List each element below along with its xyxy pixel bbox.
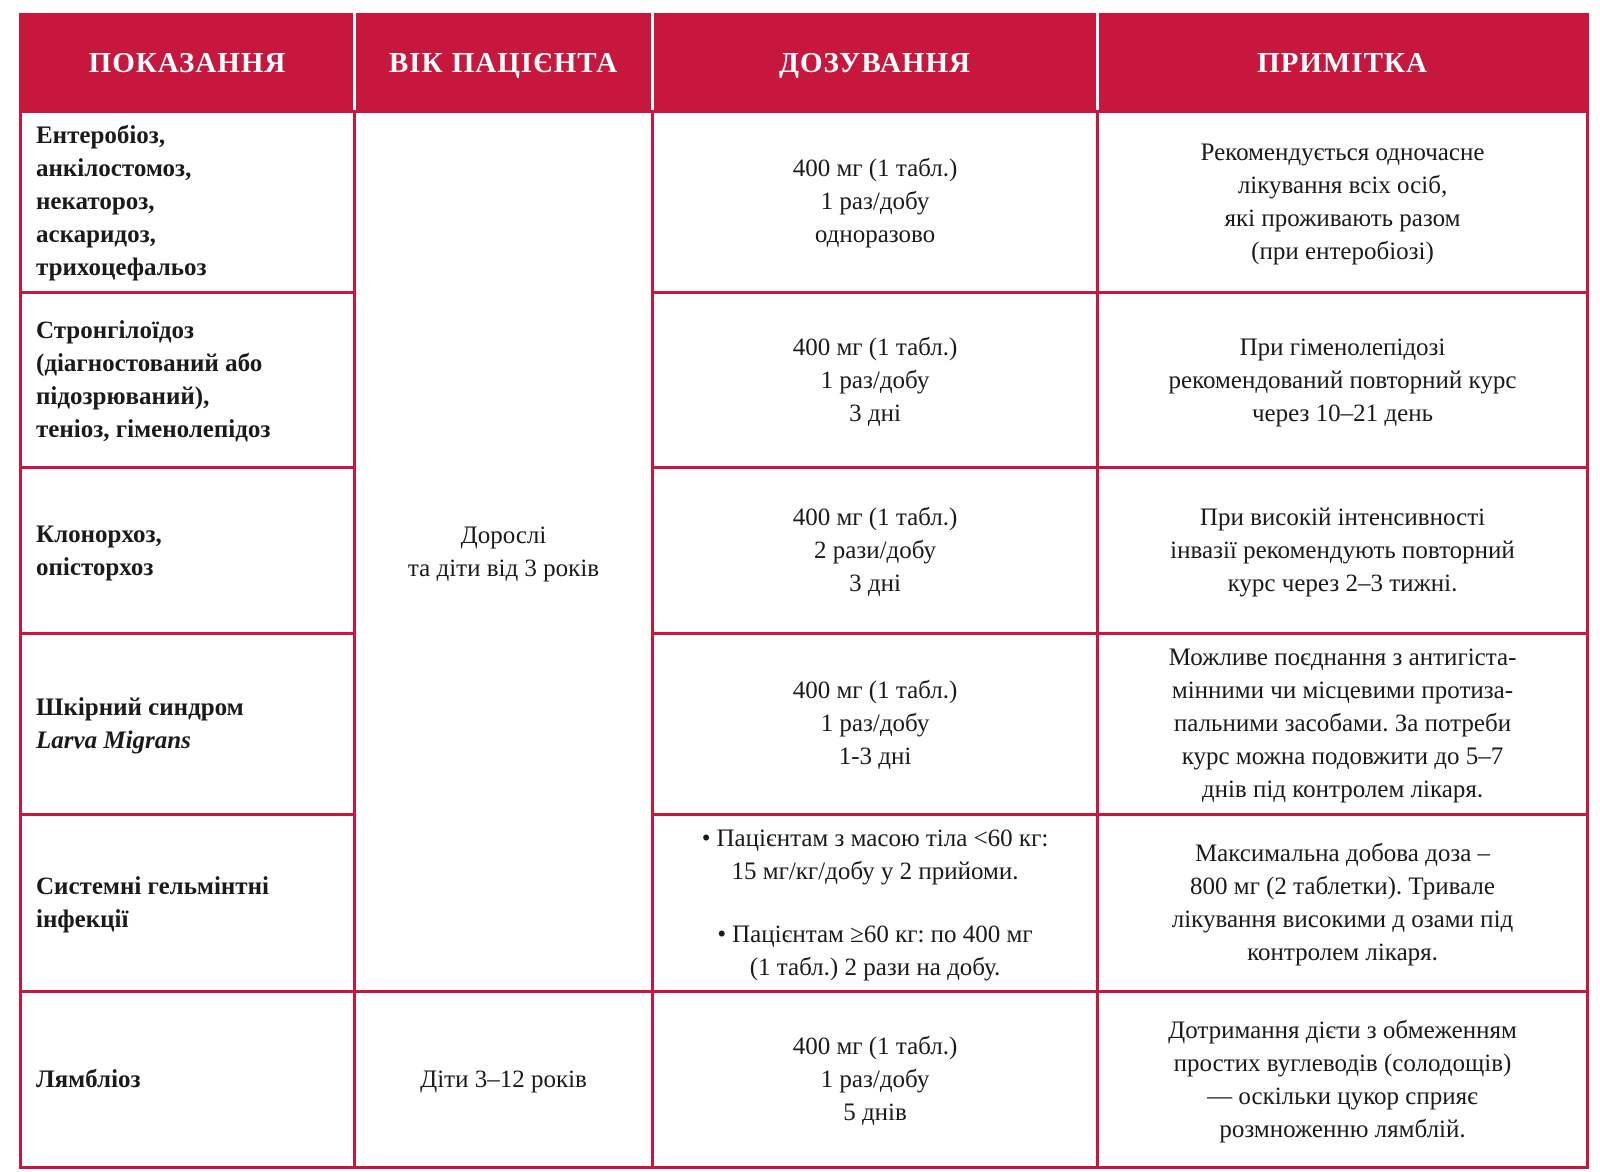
bullet-icon: •	[717, 920, 727, 948]
dosage-cell: 400 мг (1 табл.) 1 раз/добу одноразово	[653, 112, 1098, 293]
dosage-table-container	[19, 13, 1586, 1169]
indication-cell: Клонорхоз, опісторхоз	[21, 468, 355, 634]
note-cell: Дотримання дієти з обмеженням простих вуглеводів (солодощів) — оскільки цукор сприяє розмноженню лямблій.	[1098, 992, 1588, 1168]
list-item: • Пацієнтам з масою тіла <60 кг: 15 мг/кг/добу у 2 прийоми.	[668, 822, 1082, 888]
note-cell: Рекомендується одночасне лікування всіх осіб, які проживають разом (при ентеробіозі)	[1098, 112, 1588, 293]
indication-cell: Лямбліоз	[21, 992, 355, 1168]
note-cell: При високій інтенсивності інвазії рекомендують повторний курс через 2–3 тижні.	[1098, 468, 1588, 634]
table-row	[21, 112, 1588, 293]
bullet-icon: •	[701, 824, 711, 852]
table-row	[21, 468, 1588, 634]
dosage-cell: 400 мг (1 табл.) 1 раз/добу 5 днів	[653, 992, 1098, 1168]
dosage-cell: 400 мг (1 табл.) 2 рази/добу 3 дні	[653, 468, 1098, 634]
note-cell: Максимальна добова доза – 800 мг (2 таблетки). Тривале лікування високими д озами під контролем лікаря.	[1098, 814, 1588, 992]
header-indication: ПОКАЗАННЯ	[21, 15, 355, 112]
table-row	[21, 292, 1588, 468]
indication-cell: Стронгілоїдоз (діагностований або підозрюваний), теніоз, гіменолепідоз	[21, 292, 355, 468]
indication-cell: Ентеробіоз, анкілостомоз, некатороз, аскаридоз, трихоцефальоз	[21, 112, 355, 293]
dosage-cell: 400 мг (1 табл.) 1 раз/добу 3 дні	[653, 292, 1098, 468]
dosage-bullet-list	[668, 822, 1082, 984]
age-cell-children: Діти 3–12 років	[355, 992, 653, 1168]
table-row	[21, 814, 1588, 992]
list-item: • Пацієнтам ≥60 кг: по 400 мг (1 табл.) 2 рази на добу.	[668, 918, 1082, 984]
age-cell-adults: Дорослі та діти від 3 років	[355, 112, 653, 992]
table-row	[21, 992, 1588, 1168]
note-cell: При гіменолепідозі рекомендований повторний курс через 10–21 день	[1098, 292, 1588, 468]
table-row	[21, 633, 1588, 814]
header-note: ПРИМІТКА	[1098, 15, 1588, 112]
note-cell: Можливе поєднання з антигіста- мінними чи місцевими протиза- пальними засобами. За потреби курс можна подовжити до 5–7 днів під контролем лікаря.	[1098, 633, 1588, 814]
dosage-cell	[653, 814, 1098, 992]
indication-cell: Системні гельмінтні інфекції	[21, 814, 355, 992]
header-dosage: ДОЗУВАННЯ	[653, 15, 1098, 112]
table-header-row	[21, 15, 1588, 112]
indication-cell: Шкірний синдром Larva Migrans	[21, 633, 355, 814]
dosage-table	[19, 13, 1589, 1169]
dosage-cell: 400 мг (1 табл.) 1 раз/добу 1-3 дні	[653, 633, 1098, 814]
header-patient-age: ВІК ПАЦІЄНТА	[355, 15, 653, 112]
